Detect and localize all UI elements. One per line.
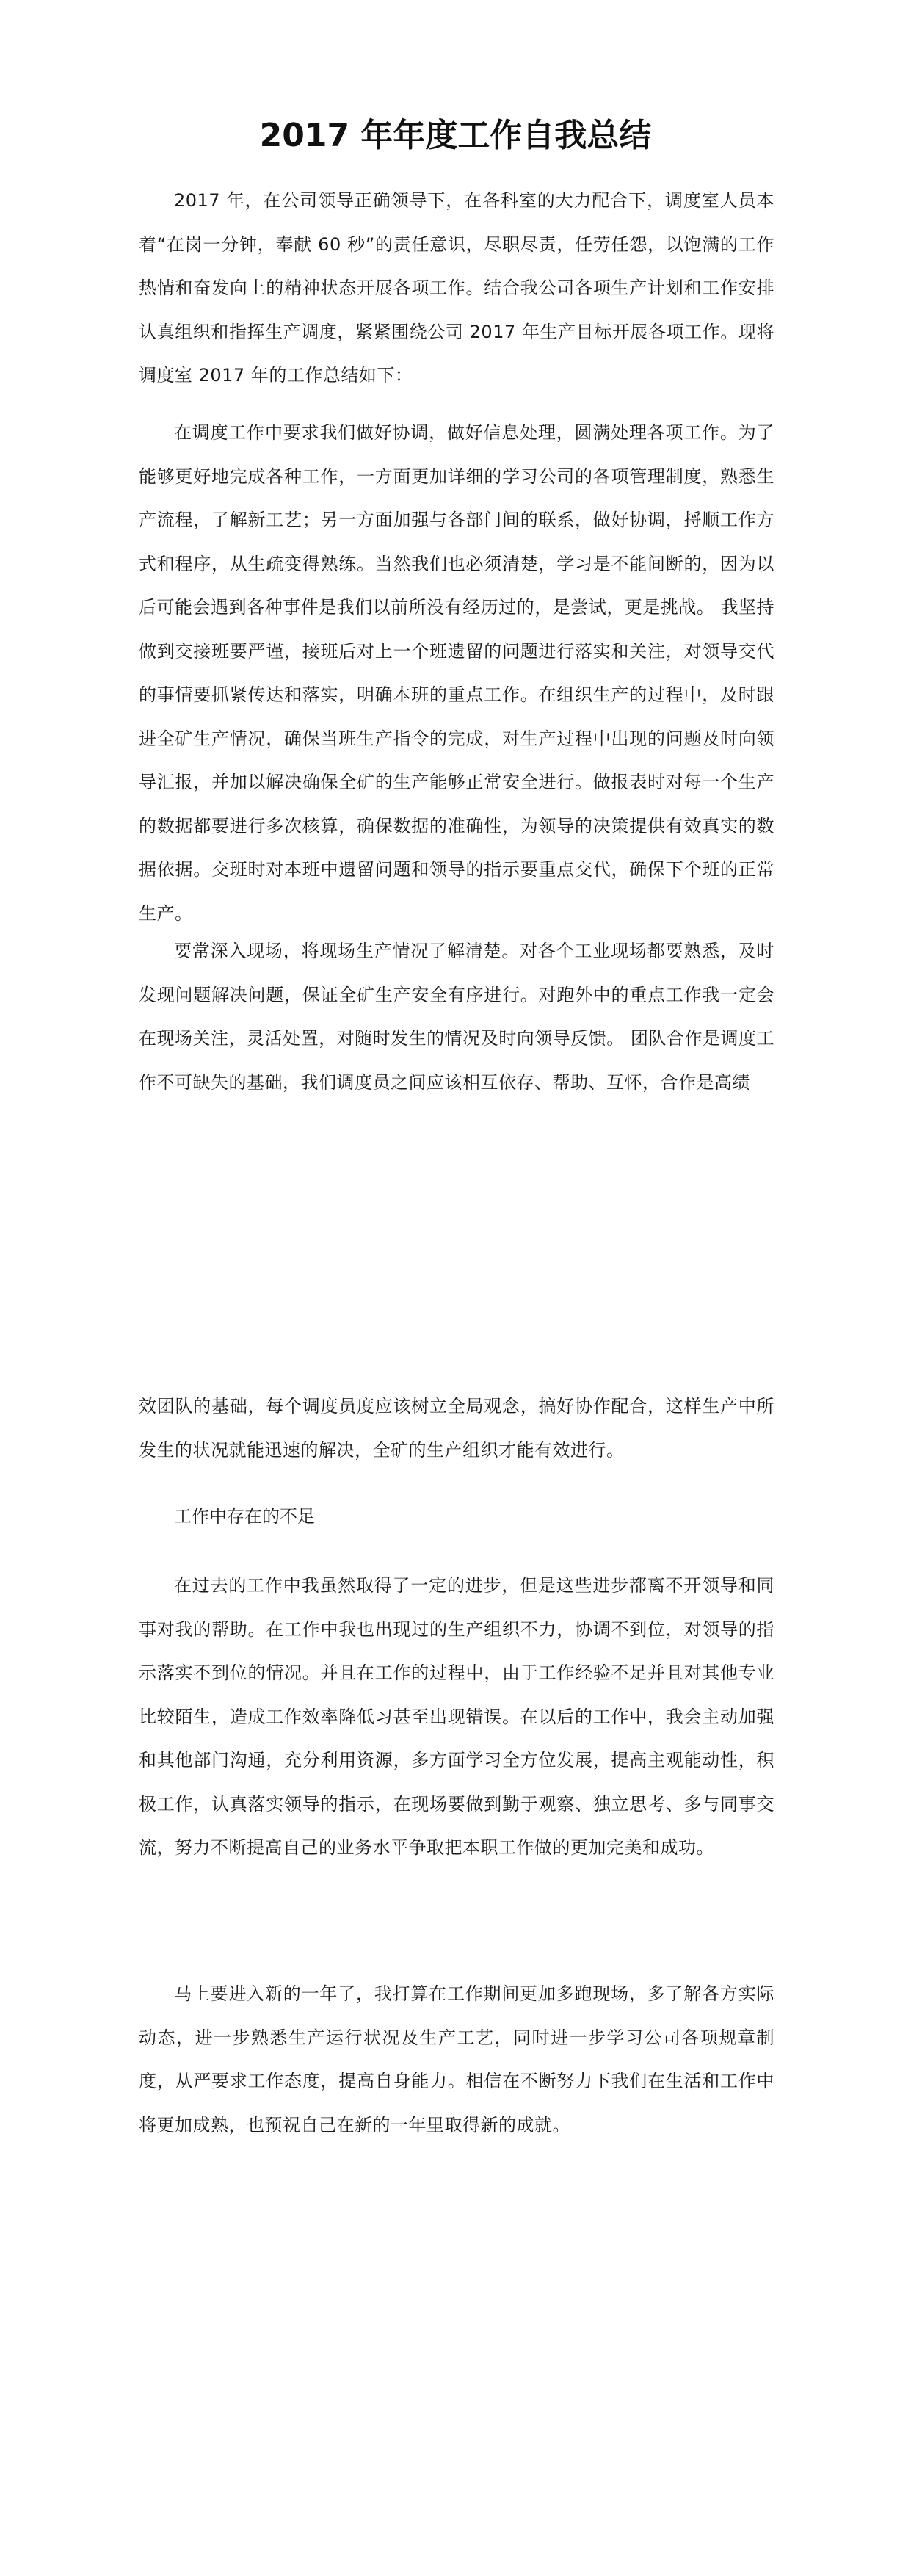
paragraph-outlook: 马上要进入新的一年了，我打算在工作期间更加多跑现场，多了解各方实际动态，进一步熟悉生产运行状况及生产工艺，同时进一步学习公司各项规章制度，从严要求工作态度，提高自身能力。相信在不断努力下我们在生活和工作中将更加成熟，也预祝自己在新的一年里取得新的成就。 — [139, 1983, 774, 2135]
section-heading-block — [139, 1495, 774, 1539]
paragraph-field-work: 要常深入现场，将现场生产情况了解清楚。对各个工业现场都要熟悉，及时发现问题解决问题，保证全矿生产安全有序进行。对跑外中的重点工作我一定会在现场关注，灵活处置，对随时发生的情况及时向领导反馈。 团队合作是调度工作不可缺失的基础，我们调度员之间应该相互依存、帮助、互怀，合作是高绩 — [139, 941, 774, 1093]
paragraph-field-work-block — [139, 930, 774, 1104]
paragraph-intro-block — [139, 179, 774, 398]
paragraph-shortcomings: 在过去的工作中我虽然取得了一定的进步，但是这些进步都离不开领导和同事对我的帮助。在工作中我也出现过的生产组织不力，协调不到位，对领导的指示落实不到位的情况。并且在工作的过程中，由于工作经验不足并且对其他专业比较陌生，造成工作效率降低习甚至出现错误。在以后的工作中，我会主动加强和其他部门沟通，充分利用资源，多方面学习全方位发展，提高主观能动性，积极工作，认真落实领导的指示，在现场要做到勤于观察、独立思考、多与同事交流，努力不断提高自己的业务水平争取把本职工作做的更加完美和成功。 — [139, 1575, 774, 1858]
paragraph-teamwork-continued: 效团队的基础，每个调度员度应该树立全局观念，搞好协作配合，这样生产中所发生的状况就能迅速的解决，全矿的生产组织才能有效进行。 — [139, 1396, 774, 1461]
document-title: 2017 年年度工作自我总结 — [259, 117, 652, 154]
paragraph-coordination-block — [139, 411, 774, 936]
section-heading-shortcomings: 工作中存在的不足 — [174, 1506, 315, 1527]
paragraph-shortcomings-block — [139, 1564, 774, 1870]
paragraph-outlook-block — [139, 1972, 774, 2147]
paragraph-coordination: 在调度工作中要求我们做好协调，做好信息处理，圆满处理各项工作。为了能够更好地完成各种工作，一方面更加详细的学习公司的各项管理制度，熟悉生产流程，了解新工艺；另一方面加强与各部门间的联系，做好协调，捋顺工作方式和程序，从生疏变得熟练。当然我们也必须清楚，学习是不能间断的，因为以后可能会遇到各种事件是我们以前所没有经历过的，是尝试，更是挑战。 我坚持做到交接班要严谨，接班后对上一个班遗留的问题进行落实和关注，对领导交代的事情要抓紧传达和落实，明确本班的重点工作。在组织生产的过程中，及时跟进全矿生产情况，确保当班生产指令的完成，对生产过程中出现的问题及时向领导汇报，并加以解决确保全矿的生产能够正常安全进行。做报表时对每一个生产的数据都要进行多次核算，确保数据的准确性，为领导的决策提供有效真实的数据依据。交班时对本班中遗留问题和领导的指示要重点交代，确保下个班的正常生产。 — [139, 422, 774, 924]
paragraph-teamwork-continued-block — [139, 1385, 774, 1472]
paragraph-intro: 2017 年，在公司领导正确领导下，在各科室的大力配合下，调度室人员本着“在岗一分钟，奉献 60 秒”的责任意识，尽职尽责，任劳任怨，以饱满的工作热情和奋发向上的精神状态开展各项工作。结合我公司各项生产计划和工作安排认真组织和指挥生产调度，紧紧围绕公司 2017 年生产目标开展各项工作。现将调度室 2017 年的工作总结如下： — [139, 190, 774, 386]
